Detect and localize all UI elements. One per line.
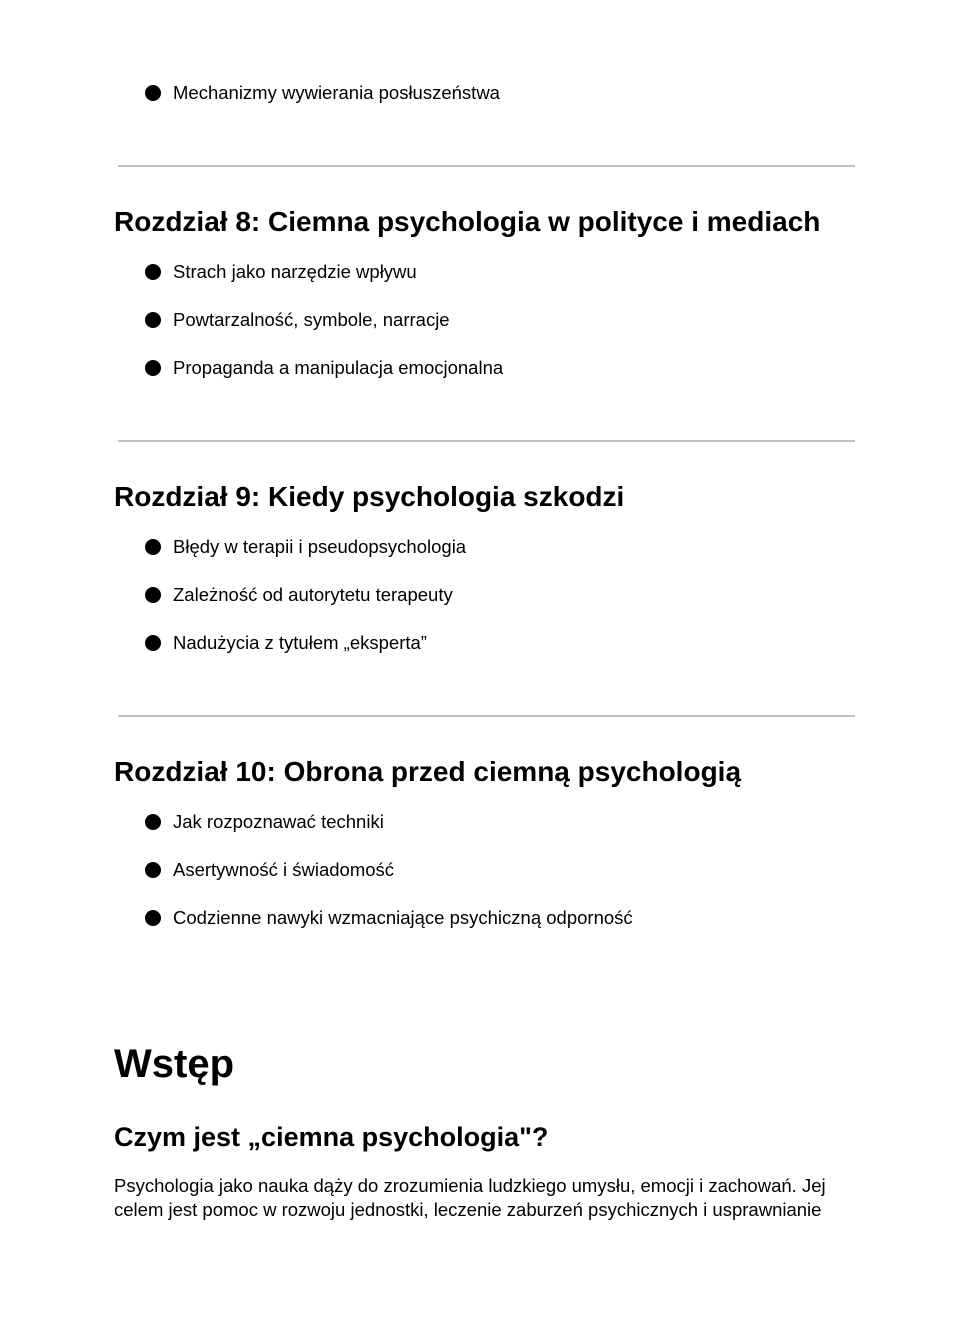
bullet-icon bbox=[145, 587, 161, 603]
bullet-icon bbox=[145, 312, 161, 328]
intro-subtitle: Czym jest „ciemna psychologia"? bbox=[114, 1122, 549, 1152]
bullet-icon bbox=[145, 264, 161, 280]
list-item: Nadużycia z tytułem „eksperta” bbox=[173, 632, 427, 653]
intro-title: Wstęp bbox=[114, 1042, 234, 1086]
divider bbox=[118, 165, 855, 167]
list-item: Propaganda a manipulacja emocjonalna bbox=[173, 357, 504, 378]
list-item: Błędy w terapii i pseudopsychologia bbox=[173, 536, 467, 557]
bullet-icon bbox=[145, 360, 161, 376]
list-item: Mechanizmy wywierania posłuszeństwa bbox=[173, 82, 500, 103]
list-item: Zależność od autorytetu terapeuty bbox=[173, 584, 453, 605]
bullet-icon bbox=[145, 814, 161, 830]
list-item: Codzienne nawyki wzmacniające psychiczną odporność bbox=[173, 907, 633, 928]
list-item: Jak rozpoznawać techniki bbox=[173, 811, 384, 832]
chapter-8-heading: Rozdział 8: Ciemna psychologia w polityce i mediach bbox=[114, 206, 821, 237]
paragraph-line: celem jest pomoc w rozwoju jednostki, leczenie zaburzeń psychicznych i usprawnianie bbox=[114, 1199, 822, 1220]
bullet-icon bbox=[145, 910, 161, 926]
divider bbox=[118, 715, 855, 717]
paragraph-line: Psychologia jako nauka dąży do zrozumienia ludzkiego umysłu, emocji i zachowań. Jej bbox=[114, 1175, 826, 1196]
bullet-icon bbox=[145, 539, 161, 555]
bullet-icon bbox=[145, 85, 161, 101]
chapter-9-heading: Rozdział 9: Kiedy psychologia szkodzi bbox=[114, 481, 625, 512]
chapter-10-heading: Rozdział 10: Obrona przed ciemną psychologią bbox=[114, 756, 742, 787]
list-item: Strach jako narzędzie wpływu bbox=[173, 261, 417, 282]
list-item: Powtarzalność, symbole, narracje bbox=[173, 309, 450, 330]
bullet-icon bbox=[145, 862, 161, 878]
list-item: Asertywność i świadomość bbox=[173, 859, 395, 880]
divider bbox=[118, 440, 855, 442]
bullet-icon bbox=[145, 635, 161, 651]
